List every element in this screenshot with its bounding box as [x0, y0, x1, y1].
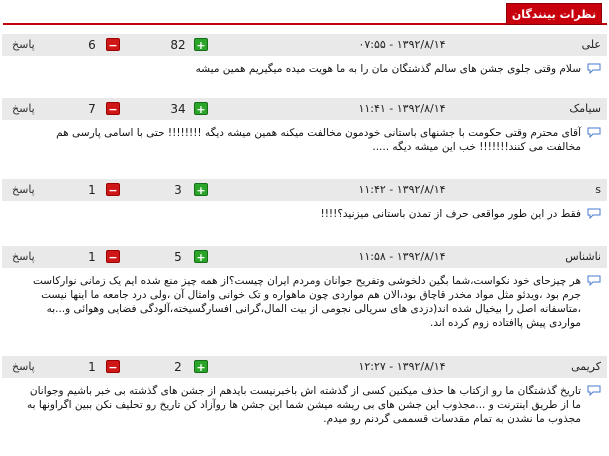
like-button[interactable]: +	[194, 38, 208, 51]
comments-tab-bar	[0, 0, 609, 32]
comment-item	[2, 179, 607, 241]
comment-header	[2, 179, 607, 201]
comment-datetime: ۱۳۹۲/۸/۱۴ - ۱۱:۴۲	[358, 183, 446, 196]
speech-bubble-icon	[587, 208, 601, 219]
dislike-count: 1	[88, 360, 96, 374]
comment-author: سیامک	[569, 102, 601, 115]
reply-link[interactable]: پاسخ	[12, 38, 35, 51]
comment-text: سلام وقتی جلوی جشن های سالم گذشتگان مان را به ما هویت میده میگیریم همین میشه	[195, 63, 581, 75]
dislike-button[interactable]: −	[106, 360, 120, 373]
comment-item	[2, 34, 607, 96]
like-button[interactable]: +	[194, 250, 208, 263]
dislike-count: 6	[88, 38, 96, 52]
comment-item	[2, 246, 607, 350]
speech-bubble-icon	[587, 127, 601, 138]
comment-text: هر چیزحای خود نکواست،شما بگین دلخوشی وتفریح جوانان ومردم ایران چیست؟از همه چیز منع شده ایم یک زمانی نوارکاست جرم بود ،ویدئو مثل مواد مخدر قاچاق بود،الان هم مواردی چون ماهواره و تک خوانی وامثال آن ،ولی درد جامعه ما اینها نیست ،متاسفانه اصل را بیخیال شده اند(دزدی های سریالی نجومی از بیت المال،گرانی افسارگسیخته،آلودگی فضایی وهوائی و...به مواردی پیش پاافتاده زوم کرده اند.	[32, 275, 581, 329]
comment-datetime: ۱۳۹۲/۸/۱۴ - ۰۷:۵۵	[358, 38, 446, 51]
comment-author: ناشناس	[565, 250, 601, 263]
comment-datetime: ۱۳۹۲/۸/۱۴ - ۱۱:۵۸	[358, 250, 446, 263]
dislike-count: 1	[88, 250, 96, 264]
like-count: 5	[174, 250, 182, 264]
speech-bubble-icon	[587, 275, 601, 286]
comment-item	[2, 98, 607, 176]
comment-header	[2, 34, 607, 56]
comment-text: آقای محترم وقتی حکومت با جشنهای باستانی خودمون مخالفت میکنه همین میشه دیگه !!!!!!!! حتی با اسامی پارسی هم مخالفت می کنند!!!!!!! خب این میشه دیگه .....	[56, 127, 581, 153]
tab-viewer-comments[interactable]: نظرات بینندگان	[506, 3, 602, 25]
dislike-button[interactable]: −	[106, 38, 120, 51]
like-count: 2	[174, 360, 182, 374]
comment-author: s	[595, 183, 601, 196]
comment-item	[2, 356, 607, 456]
comment-datetime: ۱۳۹۲/۸/۱۴ - ۱۲:۲۷	[358, 360, 446, 373]
like-count: 34	[170, 102, 186, 116]
comment-header	[2, 246, 607, 268]
speech-bubble-icon	[587, 63, 601, 74]
dislike-count: 7	[88, 102, 96, 116]
comment-text: فقط در این طور مواقعی حرف از تمدن باستانی میزنید؟!!!!	[320, 208, 581, 220]
comment-author: کریمی	[571, 360, 601, 373]
speech-bubble-icon	[587, 385, 601, 396]
comment-header	[2, 356, 607, 378]
like-button[interactable]: +	[194, 183, 208, 196]
comment-datetime: ۱۳۹۲/۸/۱۴ - ۱۱:۴۱	[358, 102, 446, 115]
dislike-button[interactable]: −	[106, 250, 120, 263]
like-count: 3	[174, 183, 182, 197]
reply-link[interactable]: پاسخ	[12, 183, 35, 196]
comment-text: تاریخ گذشتگان ما رو ازکتاب ها حذف میکنین کسی از گذشته اش باخبرنیست بایدهم از جشن های گذشته بی خبر باشیم وجوانان ما از طریق اینترنت و ...مجذوب این جشن های بی ریشه میشن شما این جشن ها روآزاد کن تاریخ رو تحلیف نکن ببین اگراونها به مجذوب ما نشدن به تمام مقدسات قسممی گردنم رو میدم.	[27, 385, 581, 425]
like-button[interactable]: +	[194, 102, 208, 115]
like-button[interactable]: +	[194, 360, 208, 373]
like-count: 82	[170, 38, 186, 52]
comment-header	[2, 98, 607, 120]
reply-link[interactable]: پاسخ	[12, 250, 35, 263]
dislike-button[interactable]: −	[106, 183, 120, 196]
comment-author: علی	[581, 38, 601, 51]
reply-link[interactable]: پاسخ	[12, 360, 35, 373]
dislike-button[interactable]: −	[106, 102, 120, 115]
dislike-count: 1	[88, 183, 96, 197]
reply-link[interactable]: پاسخ	[12, 102, 35, 115]
